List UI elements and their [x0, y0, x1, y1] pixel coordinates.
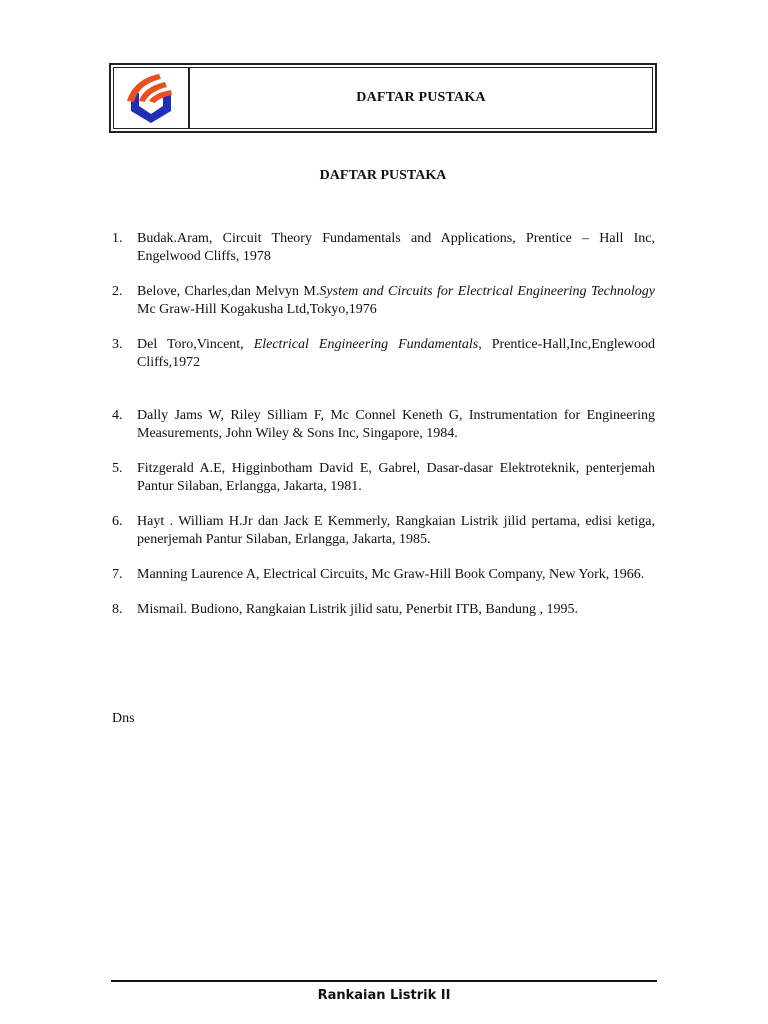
- reference-title-italic: Electrical Engineering Fundamentals: [253, 337, 479, 352]
- footer-title: Rankaian Listrik II: [317, 988, 451, 1003]
- footer-divider: [111, 980, 657, 982]
- reference-text: Mismail. Budiono, Rangkaian Listrik jilid satu, Penerbit ITB, Bandung , 1995.: [137, 602, 578, 617]
- reference-number: 8.: [112, 602, 123, 617]
- reference-text: Del Toro,Vincent,: [137, 337, 254, 352]
- document-title: DAFTAR PUSTAKA: [319, 168, 447, 183]
- reference-number: 2.: [112, 284, 123, 299]
- reference-list: [112, 230, 655, 619]
- reference-item: [112, 513, 655, 549]
- reference-item: [112, 460, 655, 496]
- reference-number: 5.: [112, 461, 123, 476]
- reference-text: Budak.Aram, Circuit Theory Fundamentals and Applications, Prentice – Hall Inc, Engelwood Cliffs, 1978: [137, 231, 655, 264]
- reference-number: 1.: [112, 231, 123, 246]
- reference-text: Hayt . William H.Jr dan Jack E Kemmerly, Rangkaian Listrik jilid pertama, edisi ketiga, penerjemah Pantur Silaban, Erlangga, Jakarta, 1985.: [137, 514, 655, 547]
- reference-item: [112, 230, 655, 266]
- header-title: DAFTAR PUSTAKA: [356, 90, 486, 105]
- reference-text: Dally Jams W, Riley Silliam F, Mc Connel Keneth G, Instrumentation for Engineering Measurements, John Wiley & Sons Inc, Singapore, 1984.: [137, 408, 655, 441]
- logo-cell: [114, 68, 190, 128]
- header-inner-border: [113, 67, 653, 129]
- reference-number: 6.: [112, 514, 123, 529]
- reference-item: [112, 601, 655, 619]
- reference-text: Belove, Charles,dan Melvyn M.: [137, 284, 320, 299]
- reference-number: 7.: [112, 567, 123, 582]
- reference-number: 3.: [112, 337, 123, 352]
- reference-title-italic: System and Circuits for Electrical Engineering Technology: [319, 284, 655, 299]
- reference-text: Fitzgerald A.E, Higginbotham David E, Gabrel, Dasar-dasar Elektroteknik, penterjemah Pantur Silaban, Erlangga, Jakarta, 1981.: [137, 461, 655, 494]
- reference-number: 4.: [112, 408, 123, 423]
- reference-text: Mc Graw-Hill Kogakusha Ltd,Tokyo,1976: [137, 302, 377, 317]
- reference-text: Manning Laurence A, Electrical Circuits, Mc Graw-Hill Book Company, New York, 1966.: [137, 567, 645, 582]
- reference-text: , Prentice-Hall,Inc,Englewood Cliffs,1972: [137, 337, 655, 370]
- reference-item: [112, 283, 655, 319]
- header-table: [109, 63, 657, 133]
- reference-item: [112, 407, 655, 443]
- signature-initials: Dns: [112, 711, 135, 726]
- reference-item: [112, 336, 655, 372]
- reference-item: [112, 566, 655, 584]
- institution-logo-icon: [125, 71, 177, 125]
